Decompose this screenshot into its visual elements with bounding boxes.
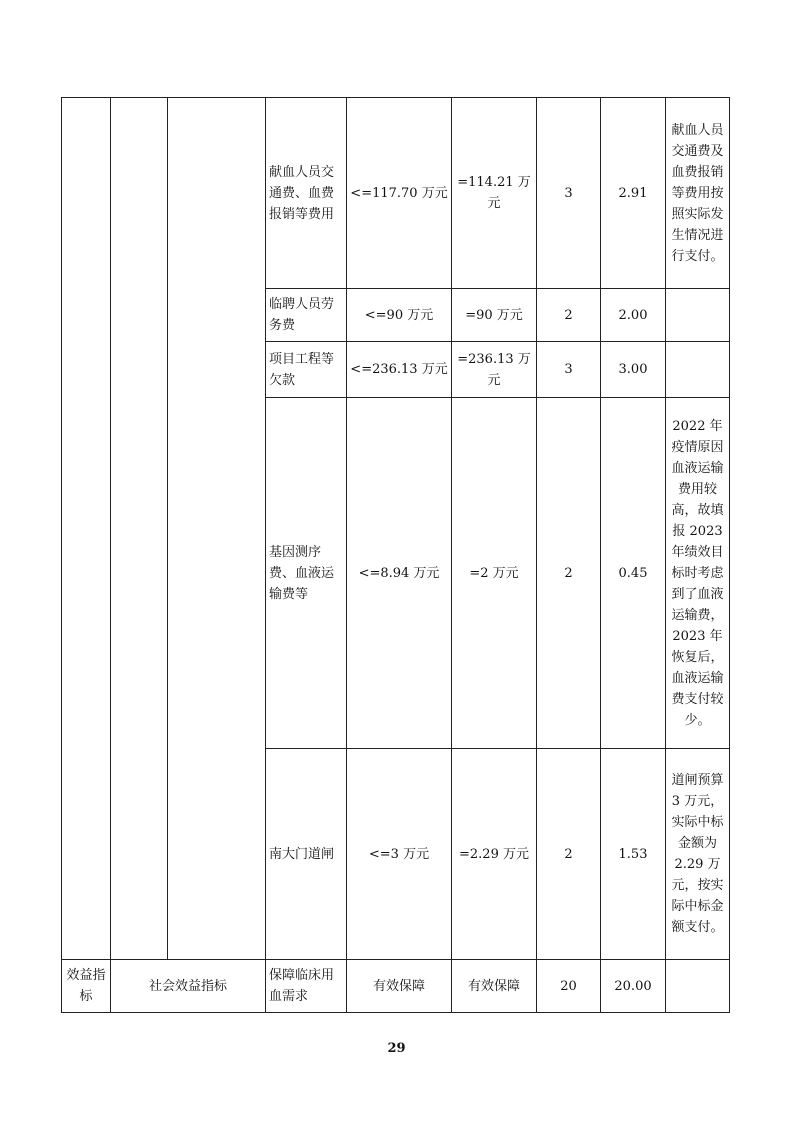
target-cell: <=90 万元 [347, 289, 452, 342]
actual-cell: =2 万元 [452, 398, 537, 749]
score-cell: 20.00 [601, 960, 666, 1013]
weight-cell: 20 [537, 960, 601, 1013]
note-cell [666, 342, 730, 398]
performance-table [61, 97, 730, 1013]
target-cell: <=117.70 万元 [347, 98, 452, 289]
score-cell: 0.45 [601, 398, 666, 749]
sub-indicator-cell [168, 98, 266, 960]
indicator-cell: 保障临床用血需求 [266, 960, 347, 1013]
note-cell: 献血人员交通费及血费报销等费用按照实际发生情况进行支付。 [666, 98, 730, 289]
subcategory-cell [111, 98, 168, 960]
actual-cell: =114.21 万元 [452, 98, 537, 289]
indicator-cell: 项目工程等欠款 [266, 342, 347, 398]
note-cell: 2022 年疫情原因血液运输费用较高，故填报 2023 年绩效目标时考虑到了血液运输费，2023 年恢复后，血液运输费支付较少。 [666, 398, 730, 749]
indicator-cell: 献血人员交通费、血费报销等费用 [266, 98, 347, 289]
target-cell: <=3 万元 [347, 749, 452, 960]
score-cell: 2.00 [601, 289, 666, 342]
indicator-cell: 基因测序费、血液运输费等 [266, 398, 347, 749]
weight-cell: 3 [537, 342, 601, 398]
target-cell: <=8.94 万元 [347, 398, 452, 749]
indicator-cell: 临聘人员劳务费 [266, 289, 347, 342]
weight-cell: 3 [537, 98, 601, 289]
actual-cell: 有效保障 [452, 960, 537, 1013]
actual-cell: =2.29 万元 [452, 749, 537, 960]
actual-cell: =236.13 万元 [452, 342, 537, 398]
weight-cell: 2 [537, 398, 601, 749]
table-row [62, 98, 730, 289]
note-cell [666, 960, 730, 1013]
subcategory-cell: 社会效益指标 [111, 960, 266, 1013]
page-number: 29 [387, 1041, 406, 1056]
table-row [62, 960, 730, 1013]
score-cell: 2.91 [601, 98, 666, 289]
target-cell: 有效保障 [347, 960, 452, 1013]
note-cell [666, 289, 730, 342]
weight-cell: 2 [537, 289, 601, 342]
indicator-cell: 南大门道闸 [266, 749, 347, 960]
category-cell: 效益指标 [62, 960, 111, 1013]
category-cell [62, 98, 111, 960]
target-cell: <=236.13 万元 [347, 342, 452, 398]
weight-cell: 2 [537, 749, 601, 960]
actual-cell: =90 万元 [452, 289, 537, 342]
note-cell: 道闸预算 3 万元，实际中标金额为 2.29 万元，按实际中标金额支付。 [666, 749, 730, 960]
score-cell: 1.53 [601, 749, 666, 960]
score-cell: 3.00 [601, 342, 666, 398]
